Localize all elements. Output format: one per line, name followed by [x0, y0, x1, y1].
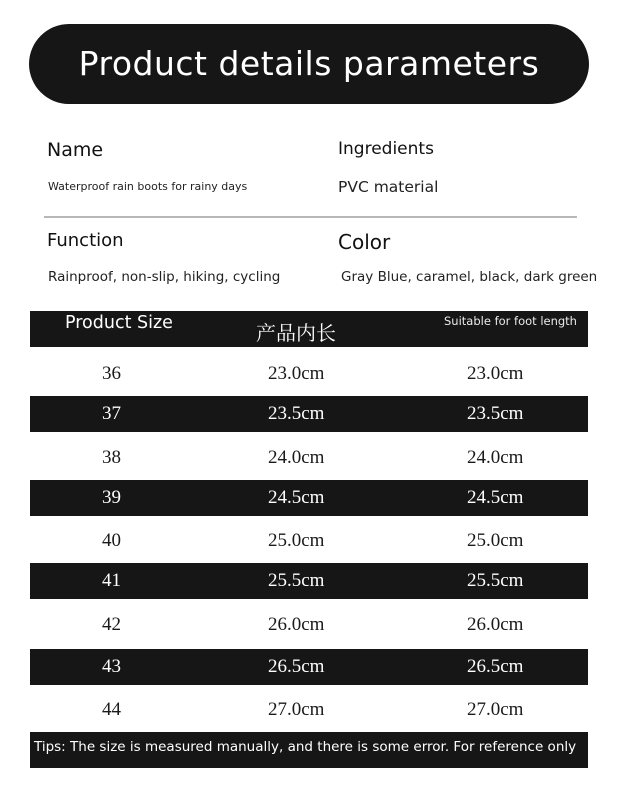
- ingredients-label: Ingredients: [338, 139, 434, 159]
- header-inner-length: 产品内长: [256, 321, 336, 345]
- foot-length-cell: 26.5cm: [467, 656, 524, 677]
- inner-length-cell: 24.0cm: [268, 447, 325, 468]
- foot-length-cell: 23.0cm: [467, 363, 524, 384]
- tips-bar: [30, 732, 588, 768]
- table-row: [30, 563, 588, 599]
- foot-length-cell: 27.0cm: [467, 699, 524, 720]
- foot-length-cell: 25.0cm: [467, 530, 524, 551]
- table-row: [30, 607, 588, 643]
- size-cell: 40: [102, 530, 121, 551]
- inner-length-cell: 23.5cm: [268, 403, 325, 424]
- size-cell: 39: [102, 487, 121, 508]
- inner-length-cell: 25.5cm: [268, 570, 325, 591]
- inner-length-cell: 27.0cm: [268, 699, 325, 720]
- tips-text: Tips: The size is measured manually, and there is some error. For reference only: [34, 739, 577, 755]
- foot-length-cell: 24.0cm: [467, 447, 524, 468]
- foot-length-cell: 25.5cm: [467, 570, 524, 591]
- size-cell: 42: [102, 614, 121, 635]
- table-row: [30, 440, 588, 476]
- page-title: Product details parameters: [29, 24, 589, 104]
- name-value: Waterproof rain boots for rainy days: [48, 180, 248, 193]
- name-label: Name: [47, 139, 104, 161]
- table-row: [30, 356, 588, 392]
- ingredients-value: PVC material: [338, 178, 439, 196]
- color-value: Gray Blue, caramel, black, dark green: [341, 269, 598, 285]
- table-row: [30, 480, 588, 516]
- foot-length-cell: 23.5cm: [467, 403, 524, 424]
- function-value: Rainproof, non-slip, hiking, cycling: [48, 269, 281, 285]
- size-cell: 44: [102, 699, 121, 720]
- size-cell: 43: [102, 656, 121, 677]
- header-foot-length: Suitable for foot length: [444, 314, 577, 328]
- inner-length-cell: 26.0cm: [268, 614, 325, 635]
- inner-length-cell: 23.0cm: [268, 363, 325, 384]
- table-row: [30, 692, 588, 728]
- foot-length-cell: 26.0cm: [467, 614, 524, 635]
- color-label: Color: [338, 230, 391, 254]
- function-label: Function: [47, 230, 124, 251]
- inner-length-cell: 26.5cm: [268, 656, 325, 677]
- inner-length-cell: 24.5cm: [268, 487, 325, 508]
- size-cell: 37: [102, 403, 121, 424]
- size-cell: 38: [102, 447, 121, 468]
- table-row: [30, 649, 588, 685]
- size-table-header: [30, 311, 588, 347]
- header-product-size: Product Size: [65, 313, 173, 333]
- table-row: [30, 523, 588, 559]
- foot-length-cell: 24.5cm: [467, 487, 524, 508]
- size-cell: 41: [102, 570, 121, 591]
- inner-length-cell: 25.0cm: [268, 530, 325, 551]
- divider: [44, 216, 577, 218]
- size-cell: 36: [102, 363, 121, 384]
- table-row: [30, 396, 588, 432]
